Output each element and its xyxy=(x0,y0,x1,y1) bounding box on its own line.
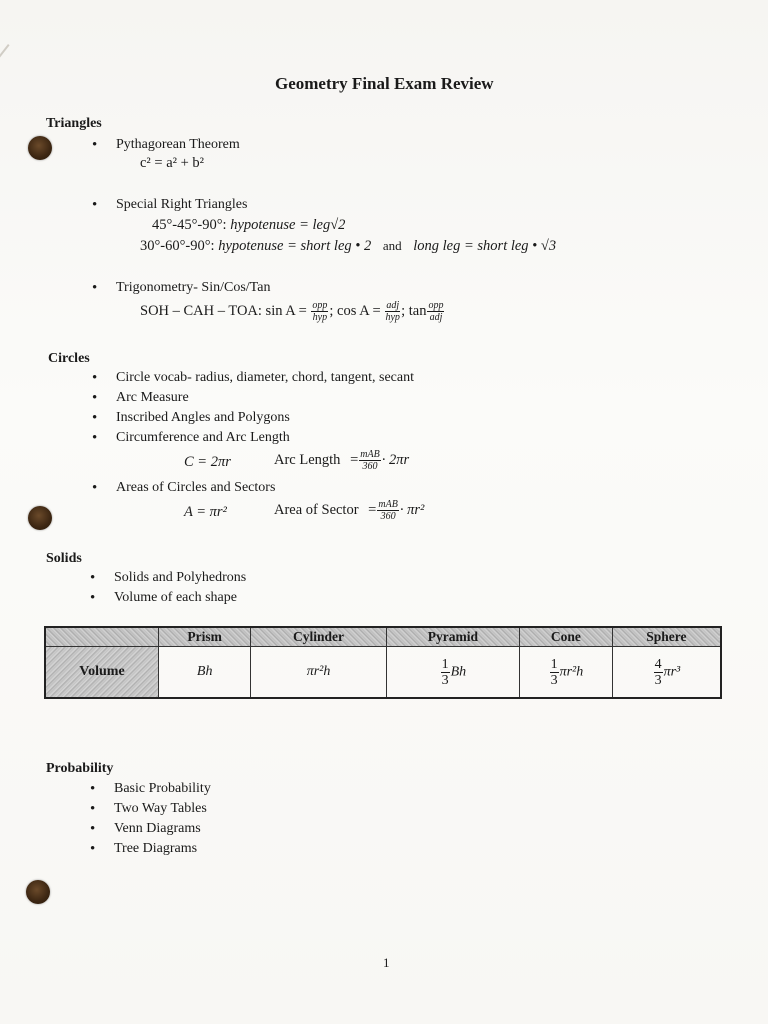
cell-pyramid xyxy=(386,647,519,699)
bullet-two-way-tables: • Two Way Tables xyxy=(114,801,207,817)
bullet-venn-diagrams: • Venn Diagrams xyxy=(114,821,201,837)
bullet-tree-diagrams: • Tree Diagrams xyxy=(114,841,197,857)
volume-table-corner xyxy=(45,627,159,647)
page-number: 1 xyxy=(383,955,390,970)
bullet-special-right-triangles: • Special Right Triangles xyxy=(116,197,247,213)
header-cone: Cone xyxy=(520,627,613,647)
page-title: Geometry Final Exam Review xyxy=(275,74,494,93)
volume-table-header-row xyxy=(45,627,721,647)
pyramid-tail: Bh xyxy=(450,664,467,680)
bullet-trigonometry: • Trigonometry- Sin/Cos/Tan xyxy=(116,280,270,296)
cone-numerator: 1 xyxy=(550,656,558,672)
punch-hole-middle xyxy=(28,506,52,530)
cell-cylinder: πr²h xyxy=(251,647,386,699)
circumference-formula xyxy=(184,454,231,471)
arc-tail: · 2πr xyxy=(381,451,410,468)
volume-table-row xyxy=(45,647,721,699)
sector-denominator: 360 xyxy=(380,511,396,522)
bullet-solids-polyhedrons: • Solids and Polyhedrons xyxy=(114,570,246,586)
cone-denominator: 3 xyxy=(550,672,558,688)
bullet-arc-measure: • Arc Measure xyxy=(116,390,189,406)
punch-hole-top xyxy=(28,136,52,160)
trig-formula xyxy=(140,300,445,323)
pyramid-numerator: 1 xyxy=(441,656,449,672)
bullet-volume: • Volume of each shape xyxy=(114,590,237,606)
tan-numerator: opp xyxy=(428,300,444,311)
pythagorean-formula: c² = a² + b² xyxy=(140,155,205,171)
bullet-pythagorean: • Pythagorean Theorem xyxy=(116,137,240,153)
circumference-eq: C = 2πr xyxy=(184,454,231,470)
arc-numerator: mAB xyxy=(360,449,380,460)
section-heading-solids: Solids xyxy=(46,551,82,566)
trig-prefix: SOH – CAH – TOA: sin A = xyxy=(140,302,307,319)
arc-length-label: Arc Length xyxy=(274,451,341,468)
arc-fraction xyxy=(359,449,380,472)
pyramid-denominator: 3 xyxy=(441,672,449,688)
sin-denominator: hyp xyxy=(312,312,328,323)
cone-tail: πr²h xyxy=(559,664,584,680)
bullet-areas: • Areas of Circles and Sectors xyxy=(116,480,275,496)
bullet-circle-vocab: • Circle vocab- radius, diameter, chord, tangent, secant xyxy=(116,370,414,386)
cone-fraction xyxy=(550,657,559,688)
and-word: and xyxy=(382,238,402,253)
sin-numerator: opp xyxy=(312,300,328,311)
sin-fraction xyxy=(311,300,328,323)
formula-30-hyp: hypotenuse = short leg • 2 xyxy=(218,238,372,254)
section-heading-probability: Probability xyxy=(46,761,114,776)
cos-label: ; cos A = xyxy=(329,302,381,319)
cell-prism: Bh xyxy=(159,647,251,699)
sector-eq: = xyxy=(368,501,377,518)
area-eq: A = πr² xyxy=(184,504,227,520)
formula-45: hypotenuse = leg√2 xyxy=(230,217,346,233)
sphere-denominator: 3 xyxy=(654,672,662,688)
row-label-volume: Volume xyxy=(45,647,159,699)
header-pyramid: Pyramid xyxy=(386,627,519,647)
sphere-numerator: 4 xyxy=(654,656,662,672)
angles-30: 30°-60°-90°: xyxy=(140,238,215,254)
header-prism: Prism xyxy=(159,627,251,647)
cell-cone xyxy=(520,647,613,699)
section-heading-triangles: Triangles xyxy=(46,116,102,131)
arc-length-formula xyxy=(274,449,409,472)
tan-denominator: adj xyxy=(429,312,443,323)
volume-table xyxy=(44,626,722,699)
sector-tail: · πr² xyxy=(399,501,425,518)
arc-denominator: 360 xyxy=(362,461,378,472)
pyramid-fraction xyxy=(441,657,450,688)
sphere-fraction xyxy=(654,657,663,688)
bullet-circumference: • Circumference and Arc Length xyxy=(116,430,290,446)
bullet-inscribed-angles: • Inscribed Angles and Polygons xyxy=(116,410,290,426)
sector-label: Area of Sector xyxy=(274,501,359,518)
sector-fraction xyxy=(377,499,398,522)
section-heading-circles: Circles xyxy=(48,351,90,366)
special-line-45 xyxy=(152,217,345,234)
cell-sphere xyxy=(612,647,721,699)
arc-length-eq: = xyxy=(350,451,359,468)
sphere-tail: πr³ xyxy=(663,664,681,680)
special-line-30 xyxy=(140,238,556,255)
header-sphere: Sphere xyxy=(612,627,721,647)
area-formula xyxy=(184,504,227,521)
sector-numerator: mAB xyxy=(378,499,398,510)
cos-denominator: hyp xyxy=(385,312,400,323)
tan-fraction xyxy=(427,300,444,323)
cos-fraction xyxy=(385,300,400,323)
pencil-mark xyxy=(0,44,10,85)
formula-30-long: long leg = short leg • √3 xyxy=(413,238,557,254)
tan-label: ; tan xyxy=(401,302,427,319)
header-cylinder: Cylinder xyxy=(251,627,386,647)
sector-formula xyxy=(274,499,424,522)
cos-numerator: adj xyxy=(386,300,400,311)
punch-hole-bottom xyxy=(26,880,50,904)
bullet-basic-probability: • Basic Probability xyxy=(114,781,211,797)
angles-45: 45°-45°-90°: xyxy=(152,217,227,233)
